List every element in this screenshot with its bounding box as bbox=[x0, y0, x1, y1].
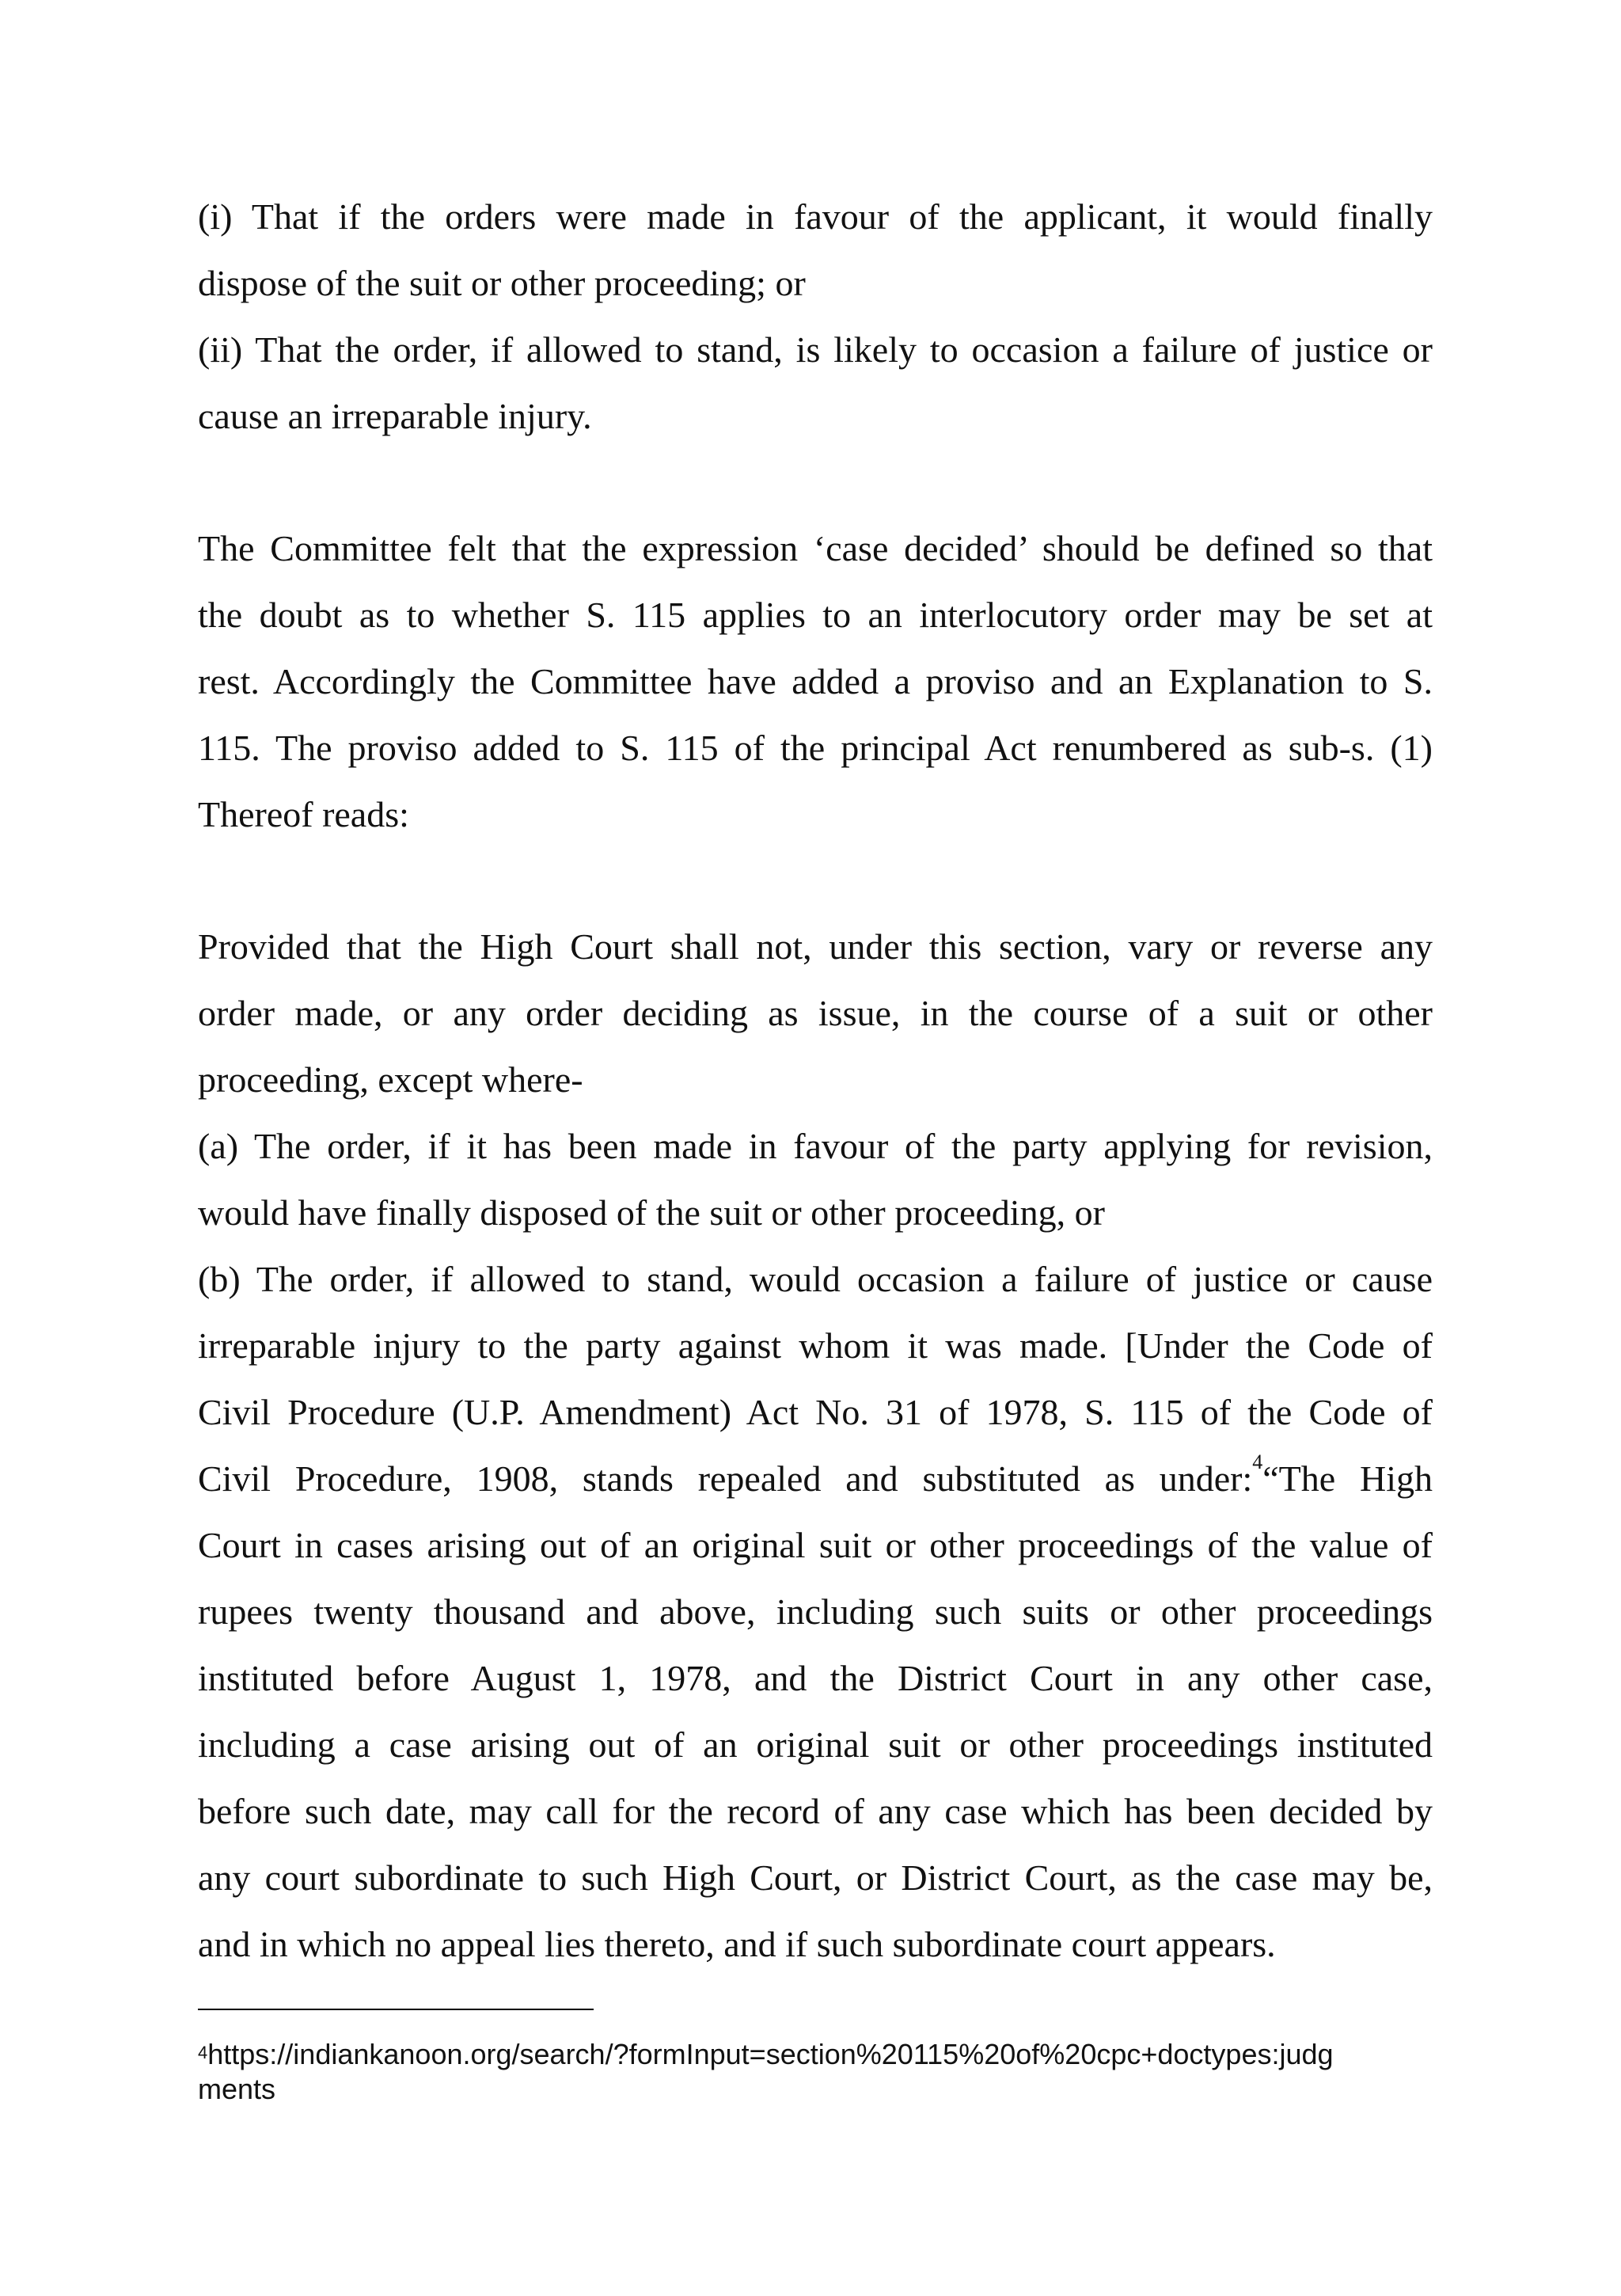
text-line: before such date, may call for the record of any case which has been decided by bbox=[198, 1791, 1433, 1831]
paragraph-gap bbox=[198, 848, 1433, 914]
text-line: including a case arising out of an original suit or other proceedings instituted bbox=[198, 1724, 1433, 1765]
text-line: any court subordinate to such High Court, or District Court, as the case may be, bbox=[198, 1857, 1433, 1898]
text-line: (a) The order, if it has been made in favour of the party applying for revision, bbox=[198, 1126, 1433, 1166]
text-line: would have finally disposed of the suit or other proceeding, or bbox=[198, 1192, 1105, 1233]
text-line: irreparable injury to the party against whom it was made. [Under the Code of bbox=[198, 1325, 1433, 1366]
text-line: order made, or any order deciding as issue, in the course of a suit or other bbox=[198, 993, 1433, 1033]
text-segment: Civil Procedure, 1908, stands repealed and substituted as under: bbox=[198, 1458, 1253, 1499]
text-line: (b) The order, if allowed to stand, would occasion a failure of justice or cause bbox=[198, 1259, 1433, 1299]
text-line: Thereof reads: bbox=[198, 794, 409, 834]
footnote-line bbox=[198, 2037, 1433, 2072]
text-line: and in which no appeal lies thereto, and if such subordinate court appears. bbox=[198, 1924, 1276, 1964]
text-line: cause an irreparable injury. bbox=[198, 396, 592, 436]
text-line: The Committee felt that the expression ‘case decided’ should be defined so that bbox=[198, 528, 1433, 568]
text-line: Court in cases arising out of an original suit or other proceedings of the value of bbox=[198, 1525, 1433, 1565]
footnote bbox=[198, 2037, 1433, 2107]
text-line: Civil Procedure (U.P. Amendment) Act No. 31 of 1978, S. 115 of the Code of bbox=[198, 1392, 1433, 1432]
document-body bbox=[198, 184, 1433, 1978]
text-line: rupees twenty thousand and above, including such suits or other proceedings bbox=[198, 1591, 1433, 1632]
paragraph-gap bbox=[198, 450, 1433, 515]
text-line: (ii) That the order, if allowed to stand, is likely to occasion a failure of justice or bbox=[198, 329, 1433, 370]
text-segment: “The High bbox=[1262, 1458, 1433, 1499]
text-line-with-footnote bbox=[198, 1446, 1433, 1512]
text-line: instituted before August 1, 1978, and the District Court in any other case, bbox=[198, 1658, 1433, 1698]
text-line: proceeding, except where- bbox=[198, 1059, 583, 1100]
footnote-line[interactable]: ments bbox=[198, 2073, 276, 2105]
text-line: (i) That if the orders were made in favour of the applicant, it would finally bbox=[198, 196, 1433, 237]
text-line: the doubt as to whether S. 115 applies to an interlocutory order may be set at bbox=[198, 595, 1433, 635]
text-line: 115. The proviso added to S. 115 of the principal Act renumbered as sub-s. (1) bbox=[198, 728, 1433, 768]
footnote-marker: 4 bbox=[198, 2043, 208, 2062]
footnote-reference[interactable]: 4 bbox=[1252, 1450, 1263, 1473]
text-line: rest. Accordingly the Committee have added a proviso and an Explanation to S. bbox=[198, 661, 1433, 701]
text-line: dispose of the suit or other proceeding; or bbox=[198, 263, 806, 303]
footnote-link[interactable]: https://indiankanoon.org/search/?formInput=section%20115%20of%20cpc+doctypes:judg bbox=[207, 2038, 1334, 2070]
text-line: Provided that the High Court shall not, under this section, vary or reverse any bbox=[198, 926, 1433, 967]
footnote-divider bbox=[198, 2009, 594, 2010]
